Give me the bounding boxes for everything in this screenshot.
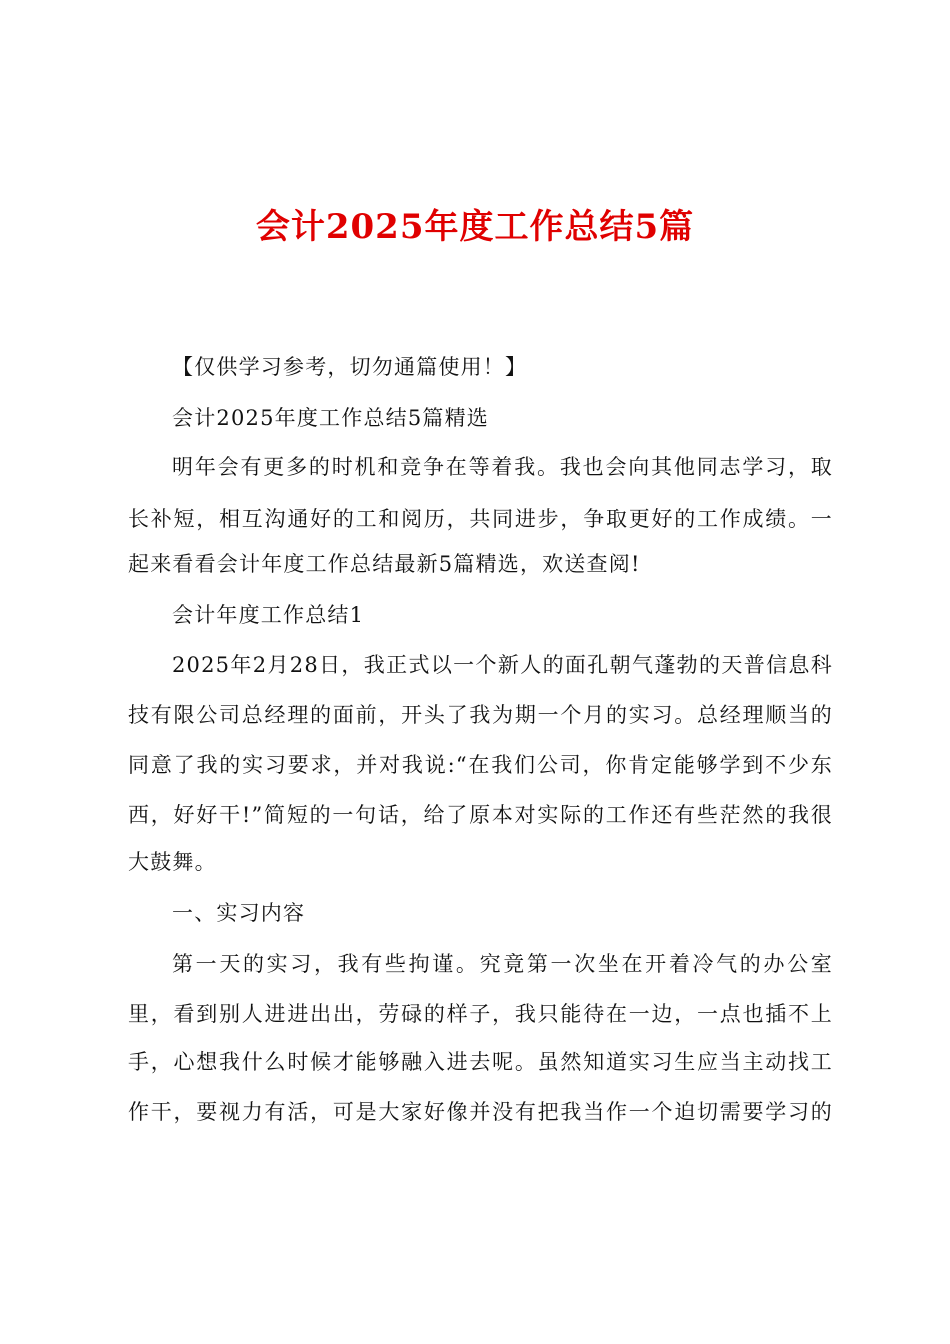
para1-line-5: 大鼓舞。 [128, 850, 217, 874]
document-title: 会计2025年度工作总结5篇 [255, 207, 695, 247]
notice-line: 【仅供学习参考，切勿通篇使用！】 [172, 355, 528, 379]
para2-line-1: 第一天的实习，我有些拘谨。究竟第一次坐在开着冷气的办公室 [172, 952, 833, 976]
heading-1: 一、实习内容 [172, 901, 306, 925]
para2-line-4: 作干，要视力有活，可是大家好像并没有把我当作一个迫切需要学习的 [128, 1100, 833, 1124]
section-title: 会计年度工作总结1 [172, 603, 365, 627]
para1-line-3: 同意了我的实习要求，并对我说:“在我们公司，你肯定能够学到不少东 [128, 753, 833, 777]
para1-line-2: 技有限公司总经理的面前，开头了我为期一个月的实习。总经理顺当的 [128, 703, 833, 727]
intro-line-3: 起来看看会计年度工作总结最新5篇精选，欢送查阅! [128, 552, 641, 576]
subtitle-line: 会计2025年度工作总结5篇精选 [172, 406, 490, 430]
intro-line-1: 明年会有更多的时机和竞争在等着我。我也会向其他同志学习，取 [172, 455, 833, 479]
para1-line-4: 西，好好干!”简短的一句话，给了原本对实际的工作还有些茫然的我很 [128, 803, 833, 827]
para2-line-2: 里，看到别人进进出出，劳碌的样子，我只能待在一边，一点也插不上 [128, 1002, 833, 1026]
para2-line-3: 手，心想我什么时候才能够融入进去呢。虽然知道实习生应当主动找工 [128, 1050, 833, 1074]
intro-line-2: 长补短，相互沟通好的工和阅历，共同进步，争取更好的工作成绩。一 [128, 507, 833, 531]
para1-line-1: 2025年2月28日，我正式以一个新人的面孔朝气蓬勃的天普信息科 [172, 653, 833, 677]
